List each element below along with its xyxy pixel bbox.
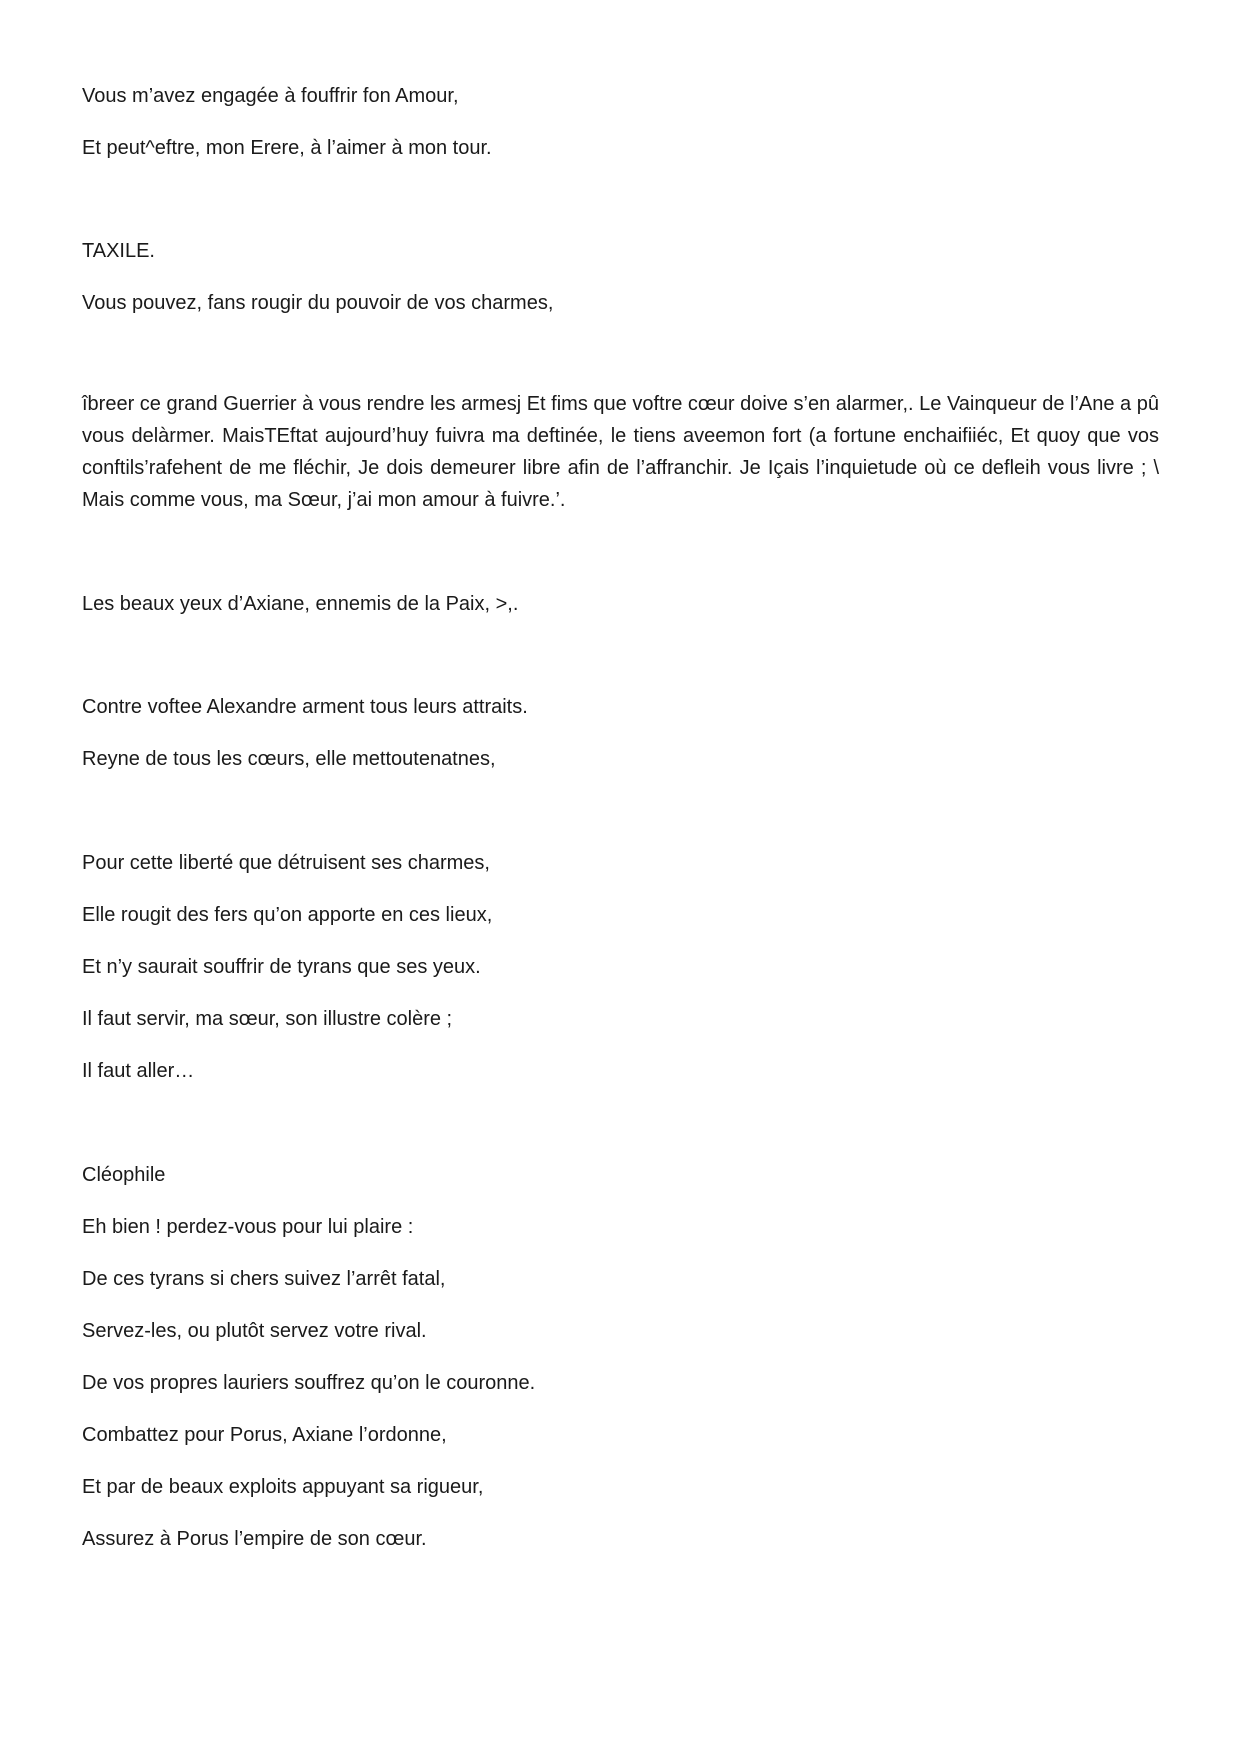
verse-line: Et par de beaux exploits appuyant sa rigueur, [82, 1476, 484, 1498]
ocr-paragraph: îbreer ce grand Guerrier à vous rendre les armesj Et fims que voftre cœur doive s’en alarmer,. Le Vainqueur de l’Ane a pû vous delàrmer. MaisTEftat aujourd’huy fuivra ma deftinée, le tiens aveemon fort (a fortune enchaifiiéc, Et quoy que vos conftils’rafehent de me fléchir, Je dois demeurer libre afin de l’affranchir. Je Içais l’inquietude où ce defleih vous livre ; \ Mais comme vous, ma Sœur, j’ai mon amour à fuivre.’. [82, 393, 1159, 511]
verse-line: Servez-les, ou plutôt servez votre rival. [82, 1320, 427, 1342]
verse-line: Reyne de tous les cœurs, elle mettoutenatnes, [82, 748, 496, 770]
verse-line: Contre voftee Alexandre arment tous leurs attraits. [82, 696, 528, 718]
verse-line: Pour cette liberté que détruisent ses charmes, [82, 852, 490, 874]
verse-line: Il faut aller… [82, 1060, 195, 1082]
verse-line: Et peut^eftre, mon Erere, à l’aimer à mon tour. [82, 137, 492, 159]
verse-line: Eh bien ! perdez-vous pour lui plaire : [82, 1216, 414, 1238]
verse-line: Elle rougit des fers qu’on apporte en ces lieux, [82, 904, 493, 926]
verse-line: De ces tyrans si chers suivez l’arrêt fatal, [82, 1268, 446, 1290]
verse-line: Il faut servir, ma sœur, son illustre colère ; [82, 1008, 453, 1030]
verse-line: Combattez pour Porus, Axiane l’ordonne, [82, 1424, 447, 1446]
verse-line: De vos propres lauriers souffrez qu’on le couronne. [82, 1372, 536, 1394]
speaker-name: TAXILE. [82, 240, 155, 262]
verse-line: Vous pouvez, fans rougir du pouvoir de vos charmes, [82, 292, 554, 314]
verse-line: Assurez à Porus l’empire de son cœur. [82, 1528, 427, 1550]
verse-line: Vous m’avez engagée à fouffrir fon Amour, [82, 85, 459, 107]
speaker-name: Cléophile [82, 1164, 166, 1186]
verse-line: Les beaux yeux d’Axiane, ennemis de la Paix, >,. [82, 593, 519, 615]
verse-line: Et n’y saurait souffrir de tyrans que ses yeux. [82, 956, 481, 978]
